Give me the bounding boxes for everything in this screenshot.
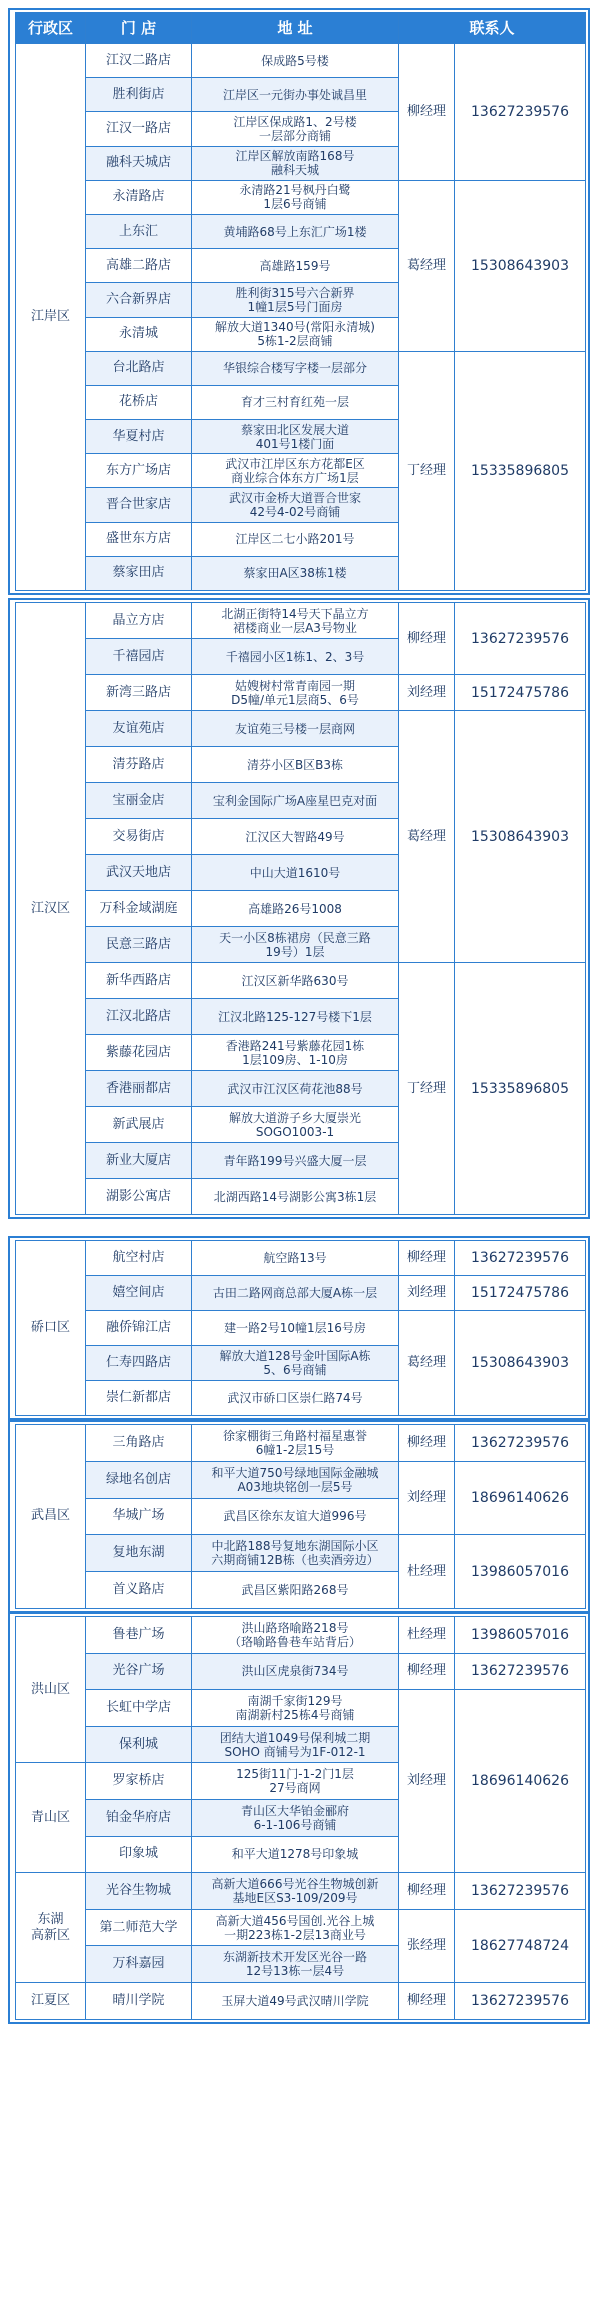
address-cell: 高雄路159号 xyxy=(192,249,399,283)
contact-phone-cell[interactable]: 18696140626 xyxy=(455,1461,586,1535)
store-name-cell: 蔡家田店 xyxy=(86,556,192,590)
store-name-cell: 千禧园店 xyxy=(86,639,192,675)
district-cell: 武昌区 xyxy=(16,1425,86,1609)
address-cell: 保成路5号楼 xyxy=(192,44,399,78)
store-name-cell: 花桥店 xyxy=(86,385,192,419)
section-frame xyxy=(8,8,590,595)
address-cell: 徐家棚街三角路村福星惠誉 6幢1-2层15号 xyxy=(192,1425,399,1462)
contact-phone-cell[interactable]: 13986057016 xyxy=(455,1617,586,1654)
store-name-cell: 江汉二路店 xyxy=(86,44,192,78)
contact-name-cell: 丁经理 xyxy=(399,963,455,1215)
store-name-cell: 香港丽都店 xyxy=(86,1071,192,1107)
address-cell: 解放大道游子乡大厦崇光 SOGO1003-1 xyxy=(192,1107,399,1143)
address-cell: 江岸区保成路1、2号楼 一层部分商铺 xyxy=(192,112,399,146)
address-cell: 建一路2号10幢1层16号房 xyxy=(192,1311,399,1346)
store-name-cell: 嬉空间店 xyxy=(86,1276,192,1311)
address-cell: 华银综合楼写字楼一层部分 xyxy=(192,351,399,385)
store-name-cell: 武汉天地店 xyxy=(86,855,192,891)
contact-phone-cell[interactable]: 15308643903 xyxy=(455,180,586,351)
address-cell: 解放大道1340号(常阳永清城) 5栋1-2层商铺 xyxy=(192,317,399,351)
contact-phone-cell[interactable]: 18696140626 xyxy=(455,1690,586,1873)
contact-name-cell: 葛经理 xyxy=(399,1311,455,1416)
address-cell: 团结大道1049号保利城二期 SOHO 商铺号为1F-012-1 xyxy=(192,1726,399,1763)
store-name-cell: 晶立方店 xyxy=(86,603,192,639)
address-cell: 永清路21号枫丹白鹭 1层6号商铺 xyxy=(192,180,399,214)
address-cell: 武昌区徐东友谊大道996号 xyxy=(192,1498,399,1535)
district-cell: 江岸区 xyxy=(16,44,86,591)
district-cell: 江夏区 xyxy=(16,1982,86,2019)
contact-phone-cell[interactable]: 13627239576 xyxy=(455,1873,586,1910)
address-cell: 武汉市江汉区荷花池88号 xyxy=(192,1071,399,1107)
address-cell: 北湖正街特14号天下晶立方 裙楼商业一层A3号物业 xyxy=(192,603,399,639)
contact-phone-cell[interactable]: 15172475786 xyxy=(455,675,586,711)
address-cell: 千禧园小区1栋1、2、3号 xyxy=(192,639,399,675)
store-name-cell: 永清城 xyxy=(86,317,192,351)
district-cell: 洪山区 xyxy=(16,1617,86,1763)
store-name-cell: 紫藤花园店 xyxy=(86,1035,192,1071)
store-name-cell: 晋合世家店 xyxy=(86,488,192,522)
store-name-cell: 仁寿四路店 xyxy=(86,1346,192,1381)
section-frame xyxy=(8,1236,590,1420)
contact-phone-cell[interactable]: 18627748724 xyxy=(455,1909,586,1982)
address-cell: 蔡家田A区38栋1楼 xyxy=(192,556,399,590)
address-cell: 香港路241号紫藤花园1栋 1层109房、1-10房 xyxy=(192,1035,399,1071)
contact-phone-cell[interactable]: 15308643903 xyxy=(455,1311,586,1416)
store-name-cell: 首义路店 xyxy=(86,1572,192,1609)
address-cell: 航空路13号 xyxy=(192,1241,399,1276)
store-name-cell: 江汉一路店 xyxy=(86,112,192,146)
address-cell: 中北路188号复地东湖国际小区 六期商铺12B栋（也卖酒旁边） xyxy=(192,1535,399,1572)
contact-name-cell: 柳经理 xyxy=(399,1653,455,1690)
address-cell: 玉屏大道49号武汉晴川学院 xyxy=(192,1982,399,2019)
store-name-cell: 万科嘉园 xyxy=(86,1946,192,1983)
store-name-cell: 上东汇 xyxy=(86,214,192,248)
store-name-cell: 光谷生物城 xyxy=(86,1873,192,1910)
store-name-cell: 东方广场店 xyxy=(86,454,192,488)
address-cell: 北湖西路14号湖影公寓3栋1层 xyxy=(192,1179,399,1215)
district-cell: 东湖 高新区 xyxy=(16,1873,86,1983)
store-name-cell: 晴川学院 xyxy=(86,1982,192,2019)
store-name-cell: 华夏村店 xyxy=(86,420,192,454)
contact-name-cell: 葛经理 xyxy=(399,180,455,351)
address-cell: 江汉北路125-127号楼下1层 xyxy=(192,999,399,1035)
contact-name-cell: 柳经理 xyxy=(399,1241,455,1276)
store-name-cell: 盛世东方店 xyxy=(86,522,192,556)
store-name-cell: 宝丽金店 xyxy=(86,783,192,819)
address-cell: 洪山路珞喻路218号 （珞喻路鲁巷车站背后） xyxy=(192,1617,399,1654)
address-cell: 江岸区一元街办事处诚昌里 xyxy=(192,78,399,112)
header-store: 门 店 xyxy=(86,13,192,44)
address-cell: 武汉市金桥大道晋合世家 42号4-02号商铺 xyxy=(192,488,399,522)
address-cell: 武昌区紫阳路268号 xyxy=(192,1572,399,1609)
contact-name-cell: 刘经理 xyxy=(399,675,455,711)
store-name-cell: 新业大厦店 xyxy=(86,1143,192,1179)
contact-name-cell: 柳经理 xyxy=(399,44,455,181)
district-cell: 青山区 xyxy=(16,1763,86,1873)
contact-name-cell: 张经理 xyxy=(399,1909,455,1982)
address-cell: 洪山区虎泉街734号 xyxy=(192,1653,399,1690)
contact-name-cell: 柳经理 xyxy=(399,603,455,675)
section-frame xyxy=(8,598,590,1219)
store-name-cell: 第二师范大学 xyxy=(86,1909,192,1946)
store-name-cell: 罗家桥店 xyxy=(86,1763,192,1800)
contact-name-cell: 刘经理 xyxy=(399,1461,455,1535)
contact-phone-cell[interactable]: 13627239576 xyxy=(455,44,586,181)
store-name-cell: 民意三路店 xyxy=(86,927,192,963)
address-cell: 江岸区解放南路168号 融科天城 xyxy=(192,146,399,180)
address-cell: 高新大道456号国创.光谷上城 一期223栋1-2层13商业号 xyxy=(192,1909,399,1946)
store-name-cell: 六合新界店 xyxy=(86,283,192,317)
address-cell: 125街11门-1-2门1层 27号商网 xyxy=(192,1763,399,1800)
address-cell: 高新大道666号光谷生物城创新 基地E区S3-109/209号 xyxy=(192,1873,399,1910)
contact-name-cell: 柳经理 xyxy=(399,1873,455,1910)
store-name-cell: 高雄二路店 xyxy=(86,249,192,283)
district-cell: 硚口区 xyxy=(16,1241,86,1416)
store-name-cell: 鲁巷广场 xyxy=(86,1617,192,1654)
store-name-cell: 崇仁新都店 xyxy=(86,1381,192,1416)
contact-name-cell: 刘经理 xyxy=(399,1690,455,1873)
contact-name-cell: 柳经理 xyxy=(399,1982,455,2019)
header-contact: 联系人 xyxy=(399,13,586,44)
store-name-cell: 台北路店 xyxy=(86,351,192,385)
store-name-cell: 永清路店 xyxy=(86,180,192,214)
store-name-cell: 三角路店 xyxy=(86,1425,192,1462)
section-frame xyxy=(8,1420,590,1613)
address-cell: 宝利金国际广场A座星巴克对面 xyxy=(192,783,399,819)
address-cell: 清芬小区B区B3栋 xyxy=(192,747,399,783)
contact-name-cell: 丁经理 xyxy=(399,351,455,590)
address-cell: 东湖新技术开发区光谷一路 12号13栋一层4号 xyxy=(192,1946,399,1983)
contact-name-cell: 柳经理 xyxy=(399,1425,455,1462)
address-cell: 高雄路26号1008 xyxy=(192,891,399,927)
store-name-cell: 长虹中学店 xyxy=(86,1690,192,1727)
store-name-cell: 友谊苑店 xyxy=(86,711,192,747)
contact-phone-cell[interactable]: 13627239576 xyxy=(455,1653,586,1690)
store-name-cell: 铂金华府店 xyxy=(86,1799,192,1836)
store-name-cell: 江汉北路店 xyxy=(86,999,192,1035)
contact-phone-cell[interactable]: 13627239576 xyxy=(455,603,586,675)
address-cell: 江岸区二七小路201号 xyxy=(192,522,399,556)
contact-name-cell: 葛经理 xyxy=(399,711,455,963)
contact-phone-cell[interactable]: 15335896805 xyxy=(455,963,586,1215)
address-cell: 南湖千家街129号 南湖新村25栋4号商铺 xyxy=(192,1690,399,1727)
address-cell: 和平大道750号绿地国际金融城 A03地块铭创一层5号 xyxy=(192,1461,399,1498)
address-cell: 青山区大华铂金郦府 6-1-106号商铺 xyxy=(192,1799,399,1836)
address-cell: 友谊苑三号楼一层商网 xyxy=(192,711,399,747)
address-cell: 江汉区新华路630号 xyxy=(192,963,399,999)
contact-phone-cell[interactable]: 13627239576 xyxy=(455,1425,586,1462)
district-cell: 江汉区 xyxy=(16,603,86,1215)
address-cell: 武汉市硚口区崇仁路74号 xyxy=(192,1381,399,1416)
store-name-cell: 印象城 xyxy=(86,1836,192,1873)
section-frame xyxy=(8,1612,590,2024)
store-name-cell: 新华西路店 xyxy=(86,963,192,999)
store-name-cell: 光谷广场 xyxy=(86,1653,192,1690)
contact-phone-cell[interactable]: 15308643903 xyxy=(455,711,586,963)
address-cell: 天一小区8栋裙房（民意三路 19号）1层 xyxy=(192,927,399,963)
address-cell: 黄埔路68号上东汇广场1楼 xyxy=(192,214,399,248)
contact-phone-cell[interactable]: 13627239576 xyxy=(455,1982,586,2019)
store-name-cell: 融科天城店 xyxy=(86,146,192,180)
address-cell: 胜利街315号六合新界 1幢1层5号门面房 xyxy=(192,283,399,317)
address-cell: 青年路199号兴盛大厦一层 xyxy=(192,1143,399,1179)
store-name-cell: 交易街店 xyxy=(86,819,192,855)
address-cell: 育才三村育红苑一层 xyxy=(192,385,399,419)
address-cell: 武汉市江岸区东方花都E区 商业综合体东方广场1层 xyxy=(192,454,399,488)
store-name-cell: 复地东湖 xyxy=(86,1535,192,1572)
address-cell: 中山大道1610号 xyxy=(192,855,399,891)
address-cell: 和平大道1278号印象城 xyxy=(192,1836,399,1873)
store-name-cell: 新武展店 xyxy=(86,1107,192,1143)
store-name-cell: 保利城 xyxy=(86,1726,192,1763)
store-name-cell: 绿地名创店 xyxy=(86,1461,192,1498)
store-name-cell: 华城广场 xyxy=(86,1498,192,1535)
address-cell: 古田二路网商总部大厦A栋一层 xyxy=(192,1276,399,1311)
contact-name-cell: 刘经理 xyxy=(399,1276,455,1311)
store-name-cell: 融侨锦江店 xyxy=(86,1311,192,1346)
store-name-cell: 航空村店 xyxy=(86,1241,192,1276)
store-name-cell: 万科金域湖庭 xyxy=(86,891,192,927)
contact-phone-cell[interactable]: 13986057016 xyxy=(455,1535,586,1609)
address-cell: 解放大道128号金叶国际A栋 5、6号商铺 xyxy=(192,1346,399,1381)
contact-phone-cell[interactable]: 15335896805 xyxy=(455,351,586,590)
contact-name-cell: 杜经理 xyxy=(399,1535,455,1609)
header-district: 行政区 xyxy=(16,13,86,44)
contact-name-cell: 杜经理 xyxy=(399,1617,455,1654)
address-cell: 姑嫂树村常青南园一期 D5幢/单元1层商5、6号 xyxy=(192,675,399,711)
address-cell: 江汉区大智路49号 xyxy=(192,819,399,855)
contact-phone-cell[interactable]: 15172475786 xyxy=(455,1276,586,1311)
contact-phone-cell[interactable]: 13627239576 xyxy=(455,1241,586,1276)
header-address: 地 址 xyxy=(192,13,399,44)
store-name-cell: 新湾三路店 xyxy=(86,675,192,711)
store-name-cell: 清芬路店 xyxy=(86,747,192,783)
store-name-cell: 湖影公寓店 xyxy=(86,1179,192,1215)
address-cell: 蔡家田北区发展大道 401号1楼门面 xyxy=(192,420,399,454)
store-name-cell: 胜利街店 xyxy=(86,78,192,112)
